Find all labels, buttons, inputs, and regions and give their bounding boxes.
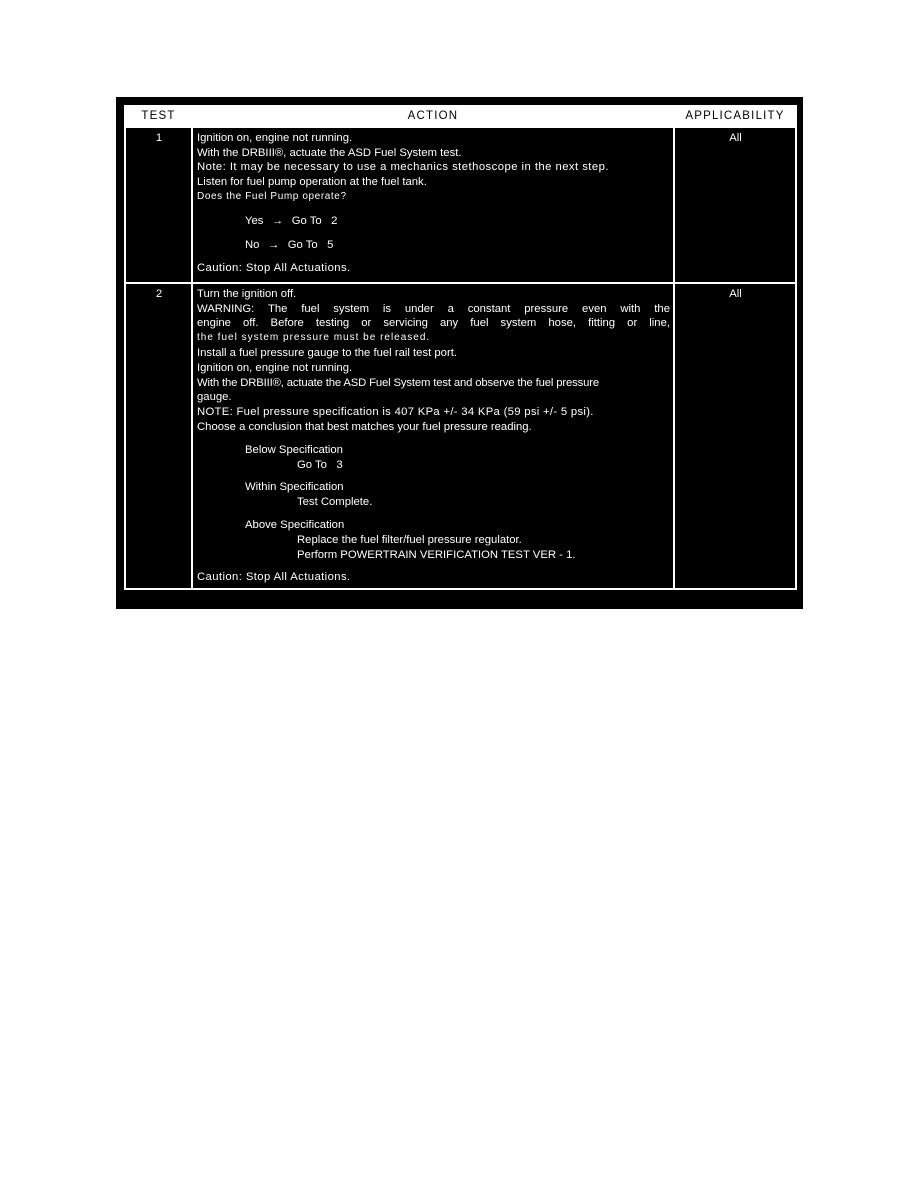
yes-answer (197, 214, 670, 229)
arrow-right-icon: → (271, 214, 284, 227)
action-line: Choose a conclusion that best matches your fuel pressure reading. (197, 420, 532, 433)
test-number: 2 (125, 283, 192, 589)
table-header-row (125, 106, 796, 127)
action-line: Ignition on, engine not running. (197, 361, 353, 374)
within-spec-label: Within Specification (245, 481, 344, 494)
action-line: Ignition on, engine not running. (197, 131, 353, 144)
header-action: ACTION (192, 106, 674, 127)
action-line: Turn the ignition off. (197, 287, 297, 300)
applicability-value: All (674, 127, 796, 283)
diagnostic-table-frame (116, 97, 803, 609)
above-spec-label: Above Specification (245, 518, 345, 531)
above-spec-result: Perform POWERTRAIN VERIFICATION TEST VER - 1. (297, 548, 576, 561)
action-cell (192, 283, 674, 589)
yes-goto: Go To 2 (291, 214, 338, 227)
spacer (197, 562, 670, 570)
spacer (197, 229, 670, 238)
applicability-value: All (674, 283, 796, 589)
action-line: With the DRBIII®, actuate the ASD Fuel System test and observe the fuel pressure (197, 376, 599, 389)
action-line: With the DRBIII®, actuate the ASD Fuel System test. (197, 146, 462, 159)
within-spec-result: Test Complete. (297, 496, 373, 509)
below-spec-result: Go To 3 (297, 458, 343, 471)
spacer (197, 472, 670, 480)
action-line: Install a fuel pressure gauge to the fuel rail test port. (197, 346, 457, 359)
header-applicability: APPLICABILITY (674, 106, 796, 127)
no-answer (197, 238, 670, 253)
caution-text: Caution: Stop All Actuations. (197, 571, 351, 584)
test-number: 1 (125, 127, 192, 283)
action-cell (192, 127, 674, 283)
question-line: Does the Fuel Pump operate? (197, 190, 347, 202)
spacer (197, 205, 670, 214)
yes-label: Yes (245, 214, 264, 227)
spacer (197, 252, 670, 261)
above-spec-result: Replace the fuel filter/fuel pressure regulator. (297, 533, 522, 546)
header-test: TEST (125, 106, 192, 127)
action-line: gauge. (197, 391, 232, 404)
warning-line: WARNING: The fuel system is under a constant pressure even with the (197, 302, 670, 315)
caution-text: Caution: Stop All Actuations. (197, 262, 351, 275)
diagnostic-table (124, 105, 797, 590)
arrow-right-icon: → (267, 238, 280, 251)
warning-line: engine off. Before testing or servicing any fuel system hose, fitting or line, (197, 317, 670, 330)
below-spec-label: Below Specification (245, 443, 343, 456)
warning-line: the fuel system pressure must be released. (197, 332, 431, 344)
table-row (125, 283, 796, 589)
spacer (197, 435, 670, 443)
table-row (125, 127, 796, 283)
no-label: No (245, 238, 260, 251)
note-line: NOTE: Fuel pressure specification is 407 KPa +/- 34 KPa (59 psi +/- 5 psi). (197, 406, 594, 419)
no-goto: Go To 5 (287, 238, 334, 251)
action-line: Note: It may be necessary to use a mechanics stethoscope in the next step. (197, 161, 609, 174)
spacer (197, 510, 670, 518)
action-line: Listen for fuel pump operation at the fuel tank. (197, 176, 427, 189)
